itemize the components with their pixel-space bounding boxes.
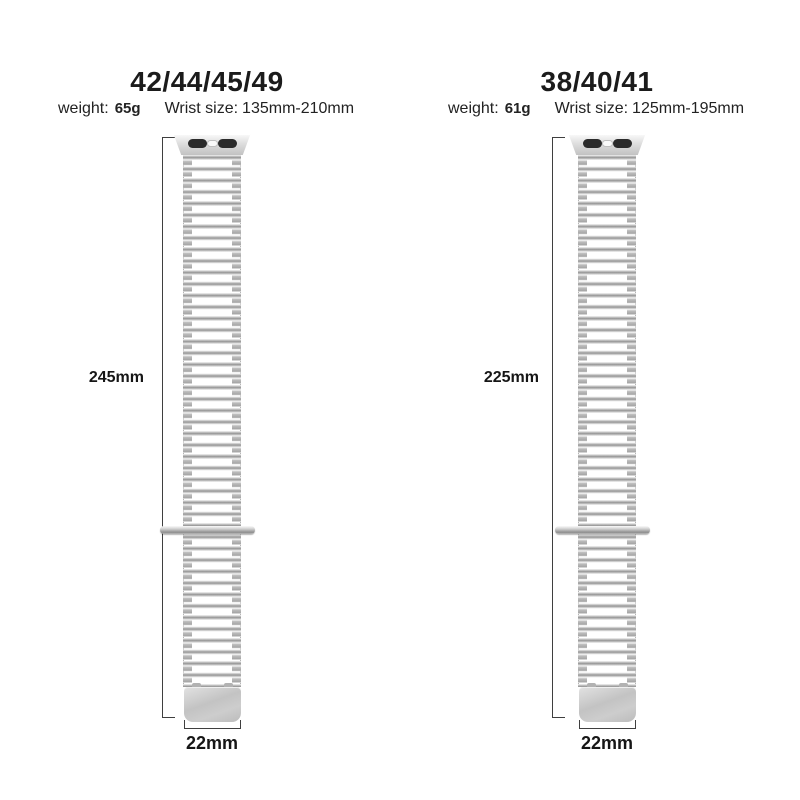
connector-release-button [207,140,218,147]
connector-slot [613,139,632,148]
size-title-large: 42/44/45/49 [130,66,284,97]
connector-slot [583,139,602,148]
spec-row-large [58,100,354,120]
end-cap-tab [619,683,628,687]
watch-lug-connector [569,134,646,155]
wrist-size [165,100,355,118]
band-link-bars [578,155,636,687]
width-label: 22mm [185,733,239,753]
watch-lug-connector [174,134,251,155]
connector-slot [218,139,237,148]
wrist-size-label: Wrist size: [554,100,629,117]
end-cap-tab [192,683,201,687]
band-end-cap [184,687,241,722]
wrist-size-label: Wrist size: [164,100,239,117]
weight-label: weight: [448,100,499,117]
end-cap-tab [224,683,233,687]
watch-band-photo-small [569,134,646,726]
width-label: 22mm [580,733,634,753]
length-dimension-line [552,137,564,718]
width-dimension-bracket [579,720,636,729]
wrist-size [555,100,745,118]
band-panel-small [400,0,800,800]
clasp-slider-bar [555,526,650,534]
wrist-size-value: 125mm-195mm [632,100,745,117]
length-label: 225mm [483,369,539,386]
band-link-bars [183,155,241,687]
width-dimension-bracket [184,720,241,729]
clasp-slider-bar [160,526,255,534]
weight-value: 61g [504,100,531,117]
connector-release-button [602,140,613,147]
spec-row-small [448,100,744,120]
band-link-segments [578,155,636,687]
weight-label: weight: [58,100,109,117]
length-dimension-line [162,137,174,718]
weight-value: 65g [114,100,141,117]
band-link-segments [183,155,241,687]
size-title-small: 38/40/41 [540,66,654,97]
watch-band-photo-large [174,134,251,726]
length-label: 245mm [88,369,144,386]
end-cap-tab [587,683,596,687]
connector-slot [188,139,207,148]
band-end-cap [579,687,636,722]
wrist-size-value: 135mm-210mm [242,100,355,117]
